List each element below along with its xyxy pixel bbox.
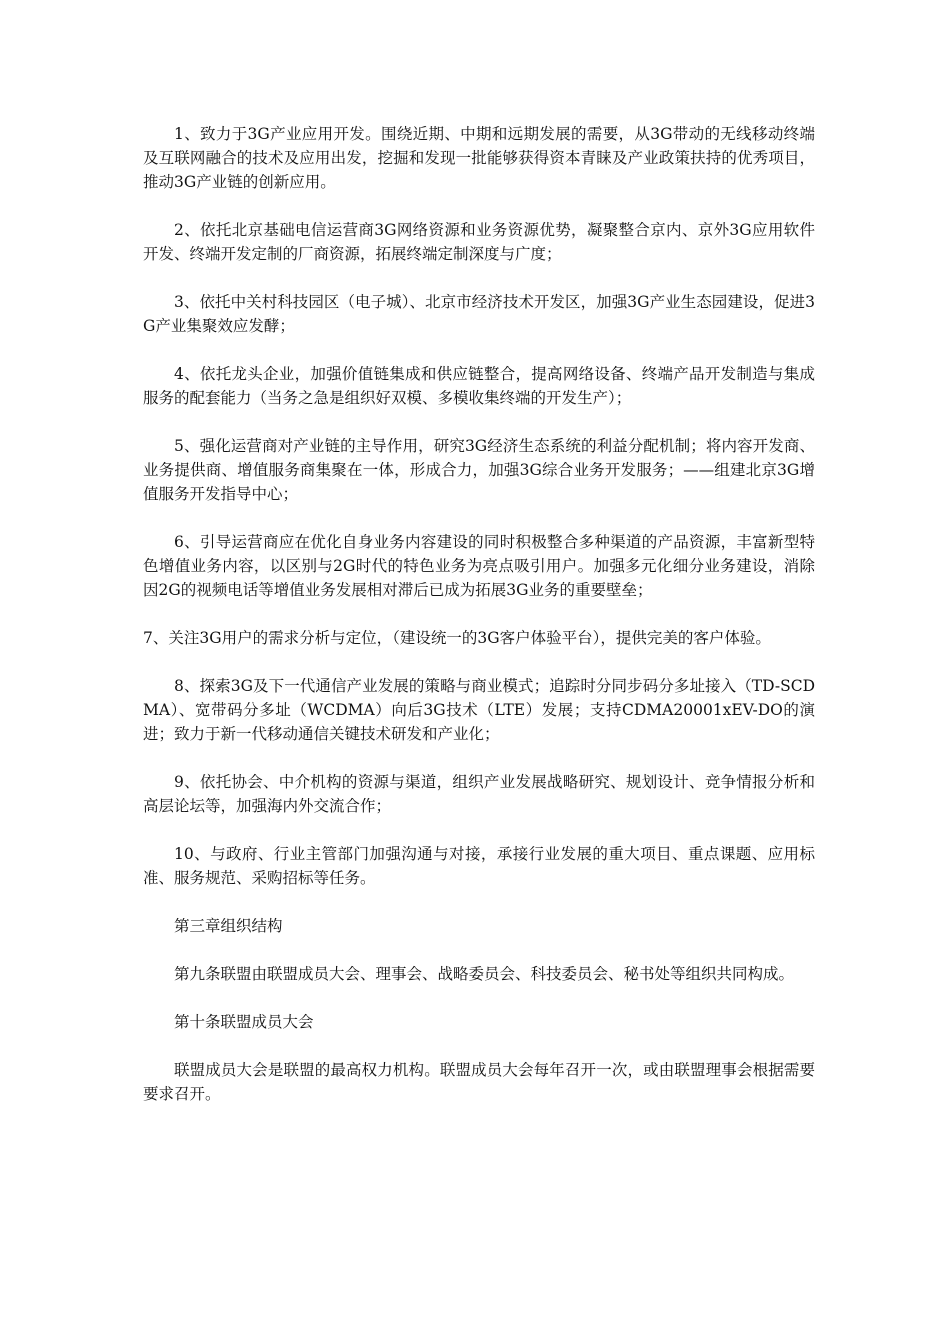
paragraph-item-8: 8、探索3G及下一代通信产业发展的策略与商业模式；追踪时分同步码分多址接入（TD-SCDMA）、宽带码分多址（WCDMA）向后3G技术（LTE）发展；支持CDMA20001xEV-DO的演进；致力于新一代移动通信关键技术研发和产业化； — [143, 677, 815, 743]
chapter-heading: 第三章组织结构 — [174, 917, 283, 935]
paragraph-item-3: 3、依托中关村科技园区（电子城）、北京市经济技术开发区，加强3G产业生态园建设，促进3G产业集聚效应发酵； — [143, 293, 815, 335]
paragraph-item-9: 9、依托协会、中介机构的资源与渠道，组织产业发展战略研究、规划设计、竞争情报分析和高层论坛等，加强海内外交流合作； — [143, 773, 815, 815]
paragraph-item-1: 1、致力于3G产业应用开发。围绕近期、中期和远期发展的需要，从3G带动的无线移动终端及互联网融合的技术及应用出发，挖掘和发现一批能够获得资本青睐及产业政策扶持的优秀项目，推动3G产业链的创新应用。 — [143, 125, 815, 191]
paragraph-item-2: 2、依托北京基础电信运营商3G网络资源和业务资源优势，凝聚整合京内、京外3G应用软件开发、终端开发定制的厂商资源，拓展终端定制深度与广度； — [143, 221, 815, 263]
article-ten-heading: 第十条联盟成员大会 — [174, 1013, 314, 1031]
paragraph-item-4: 4、依托龙头企业，加强价值链集成和供应链整合，提高网络设备、终端产品开发制造与集成服务的配套能力（当务之急是组织好双模、多模收集终端的开发生产）； — [143, 365, 815, 407]
document-body — [143, 122, 815, 1130]
paragraph-item-5: 5、强化运营商对产业链的主导作用，研究3G经济生态系统的利益分配机制；将内容开发商、业务提供商、增值服务商集聚在一体，形成合力，加强3G综合业务开发服务；——组建北京3G增值服务开发指导中心； — [143, 437, 815, 503]
paragraph-item-7: 7、关注3G用户的需求分析与定位，（建设统一的3G客户体验平台），提供完美的客户体验。 — [143, 629, 771, 647]
article-ten-body: 联盟成员大会是联盟的最高权力机构。联盟成员大会每年召开一次，或由联盟理事会根据需要要求召开。 — [143, 1061, 815, 1103]
article-nine: 第九条联盟由联盟成员大会、理事会、战略委员会、科技委员会、秘书处等组织共同构成。 — [174, 965, 795, 983]
paragraph-item-10: 10、与政府、行业主管部门加强沟通与对接，承接行业发展的重大项目、重点课题、应用标准、服务规范、采购招标等任务。 — [143, 845, 815, 887]
paragraph-item-6: 6、引导运营商应在优化自身业务内容建设的同时积极整合多种渠道的产品资源，丰富新型特色增值业务内容，以区别与2G时代的特色业务为亮点吸引用户。加强多元化细分业务建设，消除因2G的视频电话等增值业务发展相对滞后已成为拓展3G业务的重要壁垒； — [143, 533, 815, 599]
